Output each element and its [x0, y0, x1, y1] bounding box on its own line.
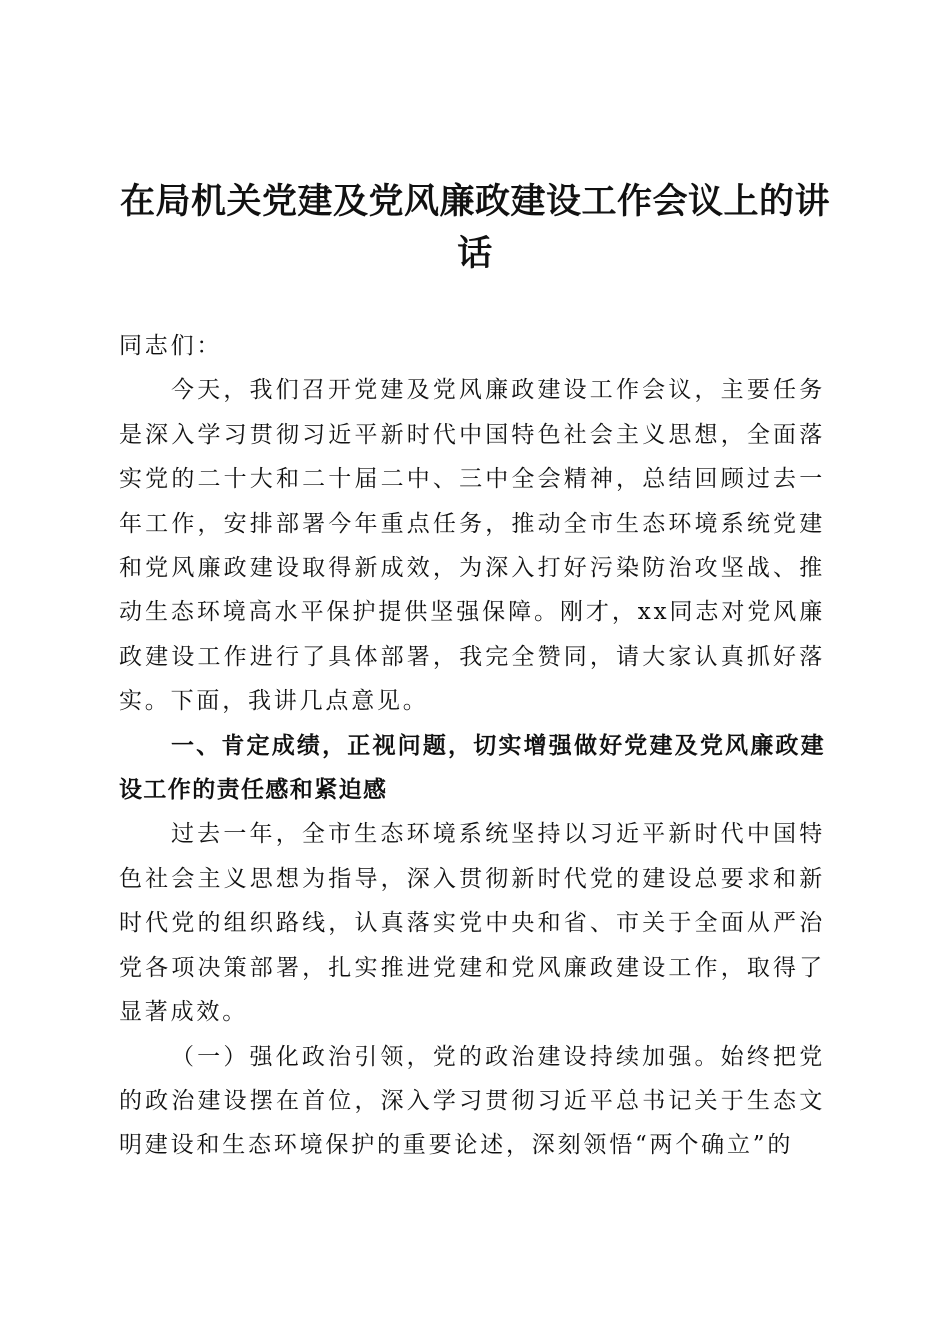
document-body — [119, 324, 825, 1168]
document-title: 在局机关党建及党风廉政建设工作会议上的讲话 — [119, 181, 830, 274]
salutation: 同志们： — [119, 333, 223, 359]
intro-paragraph: 今天，我们召开党建及党风廉政建设工作会议，主要任务是深入学习贯彻习近平新时代中国特色社会主义思想，全面落实党的二十大和二十届二中、三中全会精神，总结回顾过去一年工作，安排部署今年重点任务，推动全市生态环境系统党建和党风廉政建设取得新成效，为深入打好污染防治攻坚战、推动生态环境高水平保护提供坚强保障。刚才，xx同志对党风廉政建设工作进行了具体部署，我完全赞同，请大家认真抓好落实。下面，我讲几点意见。 — [119, 377, 825, 715]
section-heading: 一、肯定成绩，正视问题，切实增强做好党建及党风廉政建设工作的责任感和紧迫感 — [119, 732, 825, 804]
subsection-paragraph: （一）强化政治引领，党的政治建设持续加强。始终把党的政治建设摆在首位，深入学习贯彻习近平总书记关于生态文明建设和生态环境保护的重要论述，深刻领悟“两个确立”的 — [119, 1043, 825, 1159]
section-paragraph: 过去一年，全市生态环境系统坚持以习近平新时代中国特色社会主义思想为指导，深入贯彻新时代党的建设总要求和新时代党的组织路线，认真落实党中央和省、市关于全面从严治党各项决策部署，扎实推进党建和党风廉政建设工作，取得了显著成效。 — [119, 821, 825, 1026]
